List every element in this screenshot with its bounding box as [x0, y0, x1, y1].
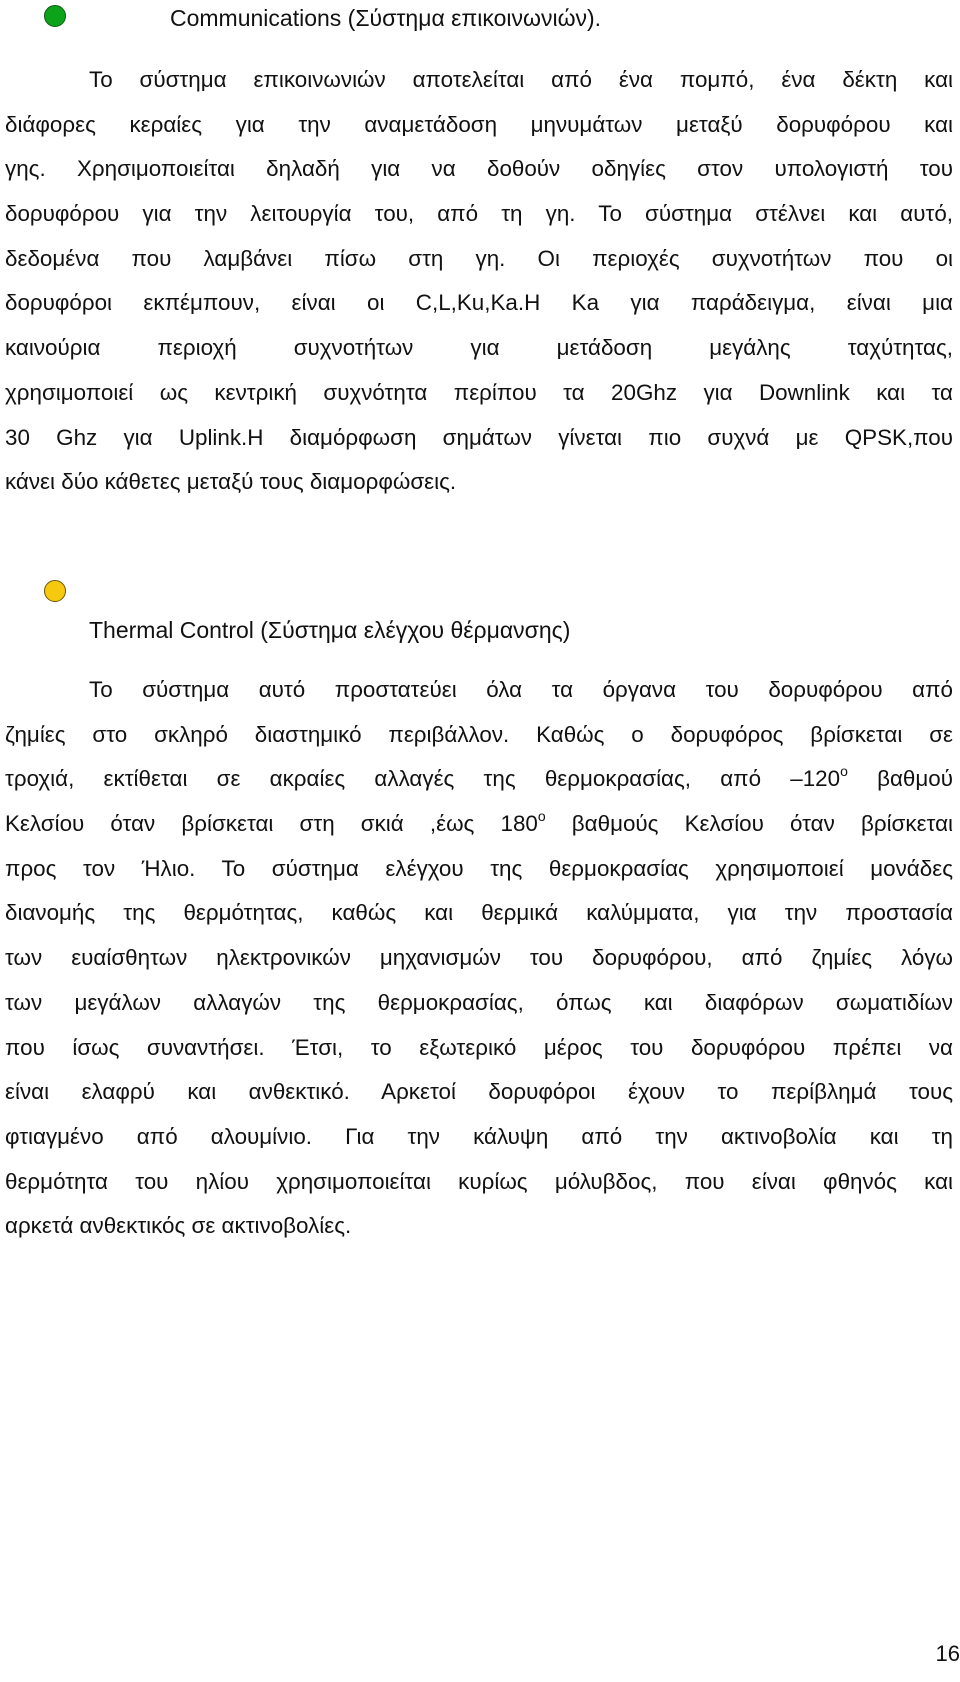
paragraph-line: είναι ελαφρύ και ανθεκτικό. Αρκετοί δορυφόροι έχουν το περίβλημά τους	[5, 1079, 953, 1105]
line-text: τροχιά, εκτίθεται σε ακραίες αλλαγές της θερμοκρασίας, από –120	[5, 766, 841, 792]
paragraph-line: δορυφόρου για την λειτουργία του, από τη γη. Το σύστημα στέλνει και αυτό,	[5, 201, 953, 227]
paragraph-line: ζημίες στο σκληρό διαστημικό περιβάλλον. Καθώς ο δορυφόρος βρίσκεται σε	[5, 721, 953, 747]
yellow-bullet-icon	[44, 580, 66, 602]
green-bullet-icon	[44, 5, 66, 27]
paragraph-line: δεδομένα που λαμβάνει πίσω στη γη. Οι περιοχές συχνοτήτων που οι	[5, 245, 953, 271]
paragraph-line: 30 Ghz για Uplink.Η διαμόρφωση σημάτων γίνεται πιο συχνά με QPSK,που	[5, 424, 953, 450]
paragraph-line: διανομής της θερμότητας, καθώς και θερμικά καλύμματα, για την προστασία	[5, 900, 953, 926]
degree-superscript: o	[840, 763, 848, 780]
thermal-control-paragraph	[5, 668, 953, 1249]
thermal-control-heading: Thermal Control (Σύστημα ελέγχου θέρμανσης)	[89, 617, 571, 643]
paragraph-line: δορυφόροι εκπέμπουν, είναι οι C,L,Ku,Ka.Η Ka για παράδειγμα, είναι μια	[5, 290, 953, 316]
paragraph-line: των ευαίσθητων ηλεκτρονικών μηχανισμών του δορυφόρου, από ζημίες λόγω	[5, 945, 953, 971]
paragraph-line: γης. Χρησιμοποιείται δηλαδή για να δοθούν οδηγίες στον υπολογιστή του	[5, 156, 953, 182]
paragraph-line: αρκετά ανθεκτικός σε ακτινοβολίες.	[5, 1213, 352, 1239]
paragraph-line: θερμότητα του ηλίου χρησιμοποιείται κυρίως μόλυβδος, που είναι φθηνός και	[5, 1168, 953, 1194]
paragraph-line: που ίσως συναντήσει. Έτσι, το εξωτερικό μέρος του δορυφόρου πρέπει να	[5, 1034, 953, 1060]
paragraph-line: προς τον Ήλιο. Το σύστημα ελέγχου της θερμοκρασίας χρησιμοποιεί μονάδες	[5, 855, 953, 881]
line-text-tail: βαθμού	[847, 766, 953, 792]
degree-superscript: o	[537, 808, 546, 825]
line-text: Κελσίου όταν βρίσκεται στη σκιά ,έως 180	[5, 811, 538, 837]
paragraph-line: φτιαγμένο από αλουμίνιο. Για την κάλυψη από την ακτινοβολία και τη	[5, 1123, 953, 1149]
paragraph-line: διάφορες κεραίες για την αναμετάδοση μηνυμάτων μεταξύ δορυφόρου και	[5, 111, 953, 137]
paragraph-line	[5, 757, 953, 802]
communications-heading: Communications (Σύστημα επικοινωνιών).	[170, 5, 602, 31]
page-number: 16	[935, 1641, 960, 1666]
paragraph-line: καινούρια περιοχή συχνοτήτων για μετάδοση μεγάλης ταχύτητας,	[5, 335, 953, 361]
paragraph-line: χρησιμοποιεί ως κεντρική συχνότητα περίπου τα 20Ghz για Downlink και τα	[5, 379, 953, 405]
communications-paragraph	[5, 58, 953, 505]
paragraph-line: Το σύστημα αυτό προστατεύει όλα τα όργανα του δορυφόρου από	[89, 677, 953, 702]
line-text-tail: βαθμούς Κελσίου όταν βρίσκεται	[545, 811, 953, 837]
paragraph-line: Το σύστημα επικοινωνιών αποτελείται από ένα πομπό, ένα δέκτη και	[89, 67, 953, 92]
paragraph-line	[5, 802, 953, 847]
paragraph-line: κάνει δύο κάθετες μεταξύ τους διαμορφώσεις.	[5, 469, 457, 495]
paragraph-line: των μεγάλων αλλαγών της θερμοκρασίας, όπως και διαφόρων σωματιδίων	[5, 989, 953, 1015]
